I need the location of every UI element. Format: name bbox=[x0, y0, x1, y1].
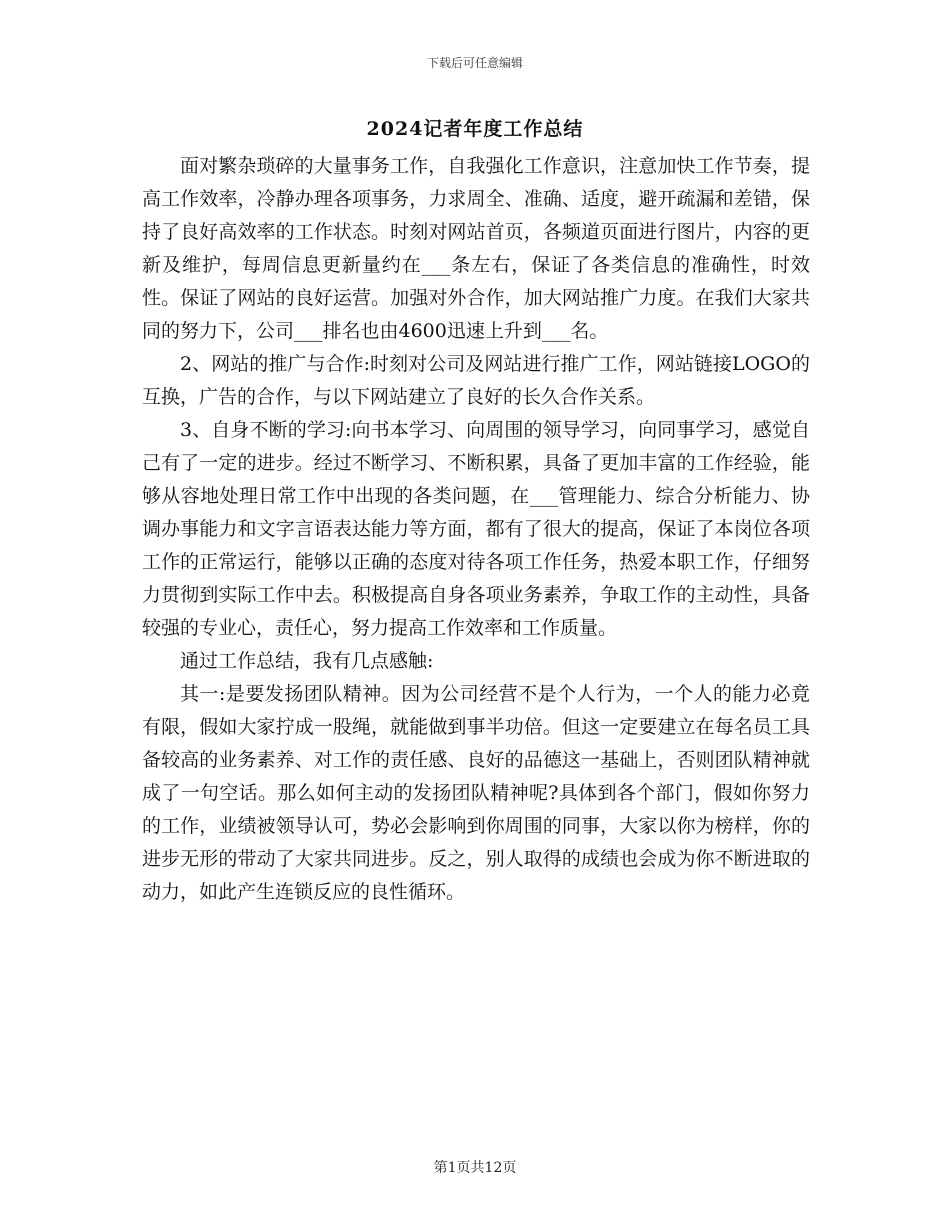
header-note: 下载后可任意编辑 bbox=[426, 56, 523, 70]
paragraph-2: 2、网站的推广与合作:时刻对公司及网站进行推广工作，网站链接LOGO的互换，广告的合作，与以下网站建立了良好的长久合作关系。 bbox=[142, 353, 810, 408]
document-body bbox=[142, 150, 810, 909]
paragraph-5: 其一:是要发扬团队精神。因为公司经营不是个人行为，一个人的能力必竟有限，假如大家拧成一股绳，就能做到事半功倍。但这一定要建立在每名员工具备较高的业务素养、对工作的责任感、良好的品德这一基础上，否则团队精神就成了一句空话。那么如何主动的发扬团队精神呢?具体到各个部门，假如你努力的工作，业绩被领导认可，势必会影响到你周围的同事，大家以你为榜样，你的进步无形的带动了大家共同进步。反之，别人取得的成绩也会成为你不断进取的动力，如此产生连锁反应的良性循环。 bbox=[142, 683, 810, 903]
paragraph-1: 面对繁杂琐碎的大量事务工作，自我强化工作意识，注意加快工作节奏，提高工作效率，冷静办理各项事务，力求周全、准确、适度，避开疏漏和差错，保持了良好高效率的工作状态。时刻对网站首页，各频道页面进行图片，内容的更新及维护，每周信息更新量约在___条左右，保证了各类信息的准确性，时效性。保证了网站的良好运营。加强对外合作，加大网站推广力度。在我们大家共同的努力下，公司___排名也由4600迅速上升到___名。 bbox=[142, 155, 810, 342]
paragraph-3: 3、自身不断的学习:向书本学习、向周围的领导学习，向同事学习，感觉自己有了一定的进步。经过不断学习、不断积累，具备了更加丰富的工作经验，能够从容地处理日常工作中出现的各类问题，在___管理能力、综合分析能力、协调办事能力和文字言语表达能力等方面，都有了很大的提高，保证了本岗位各项工作的正常运行，能够以正确的态度对待各项工作任务，热爱本职工作，仔细努力贯彻到实际工作中去。积极提高自身各项业务素养，争取工作的主动性，具备较强的专业心，责任心，努力提高工作效率和工作质量。 bbox=[142, 419, 810, 639]
paragraph-4: 通过工作总结，我有几点感触: bbox=[180, 650, 434, 672]
document-title: 2024记者年度工作总结 bbox=[366, 118, 584, 140]
page-number: 第1页共12页 bbox=[433, 1160, 517, 1176]
